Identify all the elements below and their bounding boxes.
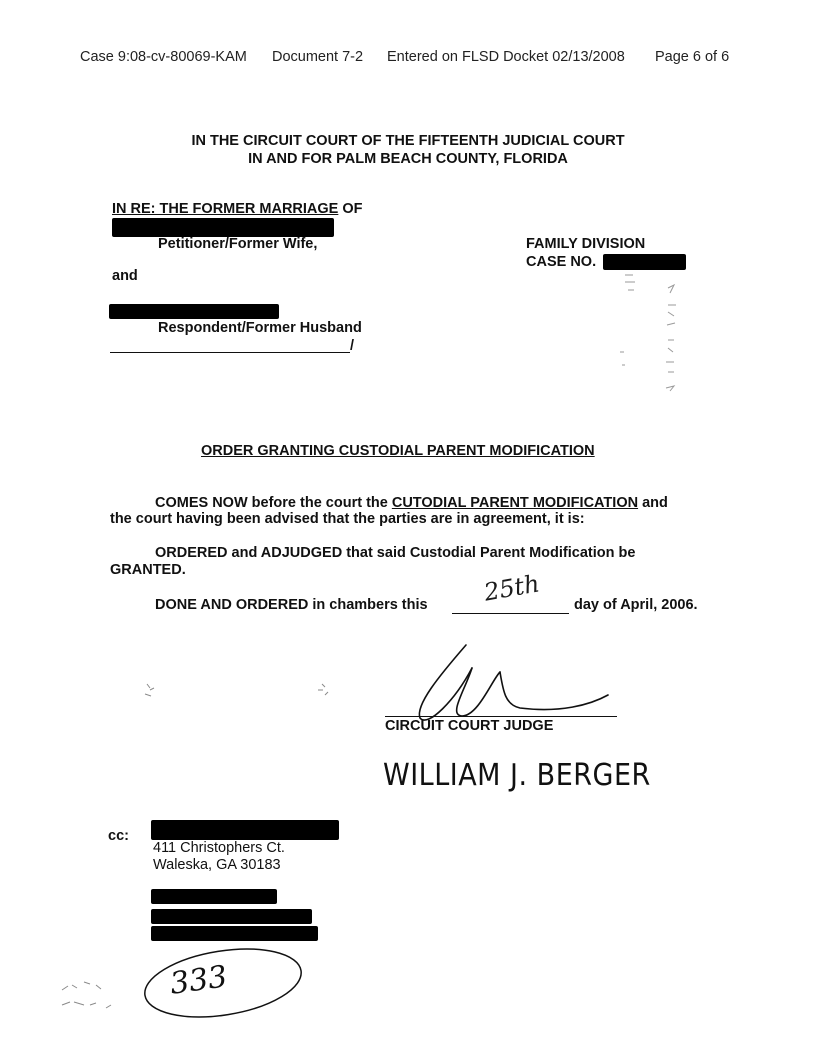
p1-end: and [638,495,668,511]
order-title: ORDER GRANTING CUSTODIAL PARENT MODIFICATION [201,443,595,459]
header-case-number: Case 9:08-cv-80069-KAM [80,49,247,65]
respondent-label: Respondent/Former Husband [158,320,362,336]
p1-start: COMES NOW before the court the [155,495,392,511]
in-re-text: IN RE: THE FORMER MARRIAGE [112,201,339,217]
family-division: FAMILY DIVISION [526,236,646,252]
in-re-tail: OF [338,201,363,217]
court-heading-line2: IN AND FOR PALM BEACH COUNTY, FLORIDA [248,151,568,167]
cc-label: cc: [108,828,129,844]
header-document: Document 7-2 [272,49,364,65]
circled-number: 333 [167,959,230,1002]
caption-slash: / [350,338,355,354]
judge-name-stamp: WILLIAM J. BERGER [383,758,651,793]
header-page: Page 6 of 6 [655,49,730,65]
order-paragraph2-line2: GRANTED. [110,562,186,578]
done-and-ordered-text: DONE AND ORDERED in chambers this [155,597,428,613]
header-entered: Entered on FLSD Docket 02/13/2008 [387,49,625,65]
judge-title: CIRCUIT COURT JUDGE [385,718,554,734]
done-month-year: day of April, 2006. [574,597,698,613]
p1-underlined: CUTODIAL PARENT MODIFICATION [391,495,639,511]
order-paragraph1-line2: the court having been advised that the parties are in agreement, it is: [110,511,585,527]
case-no-label: CASE NO. [526,254,597,270]
handwritten-day: 25th [481,569,542,607]
court-heading-line1: IN THE CIRCUIT COURT OF THE FIFTEENTH JUDICIAL COURT [191,133,625,149]
cc-address-line1: 411 Christophers Ct. [153,840,285,856]
cc-address-line2: Waleska, GA 30183 [153,857,281,873]
petitioner-label: Petitioner/Former Wife, [158,236,318,252]
and-text: and [112,268,138,284]
order-paragraph2-line1: ORDERED and ADJUDGED that said Custodial Parent Modification be [155,545,636,561]
